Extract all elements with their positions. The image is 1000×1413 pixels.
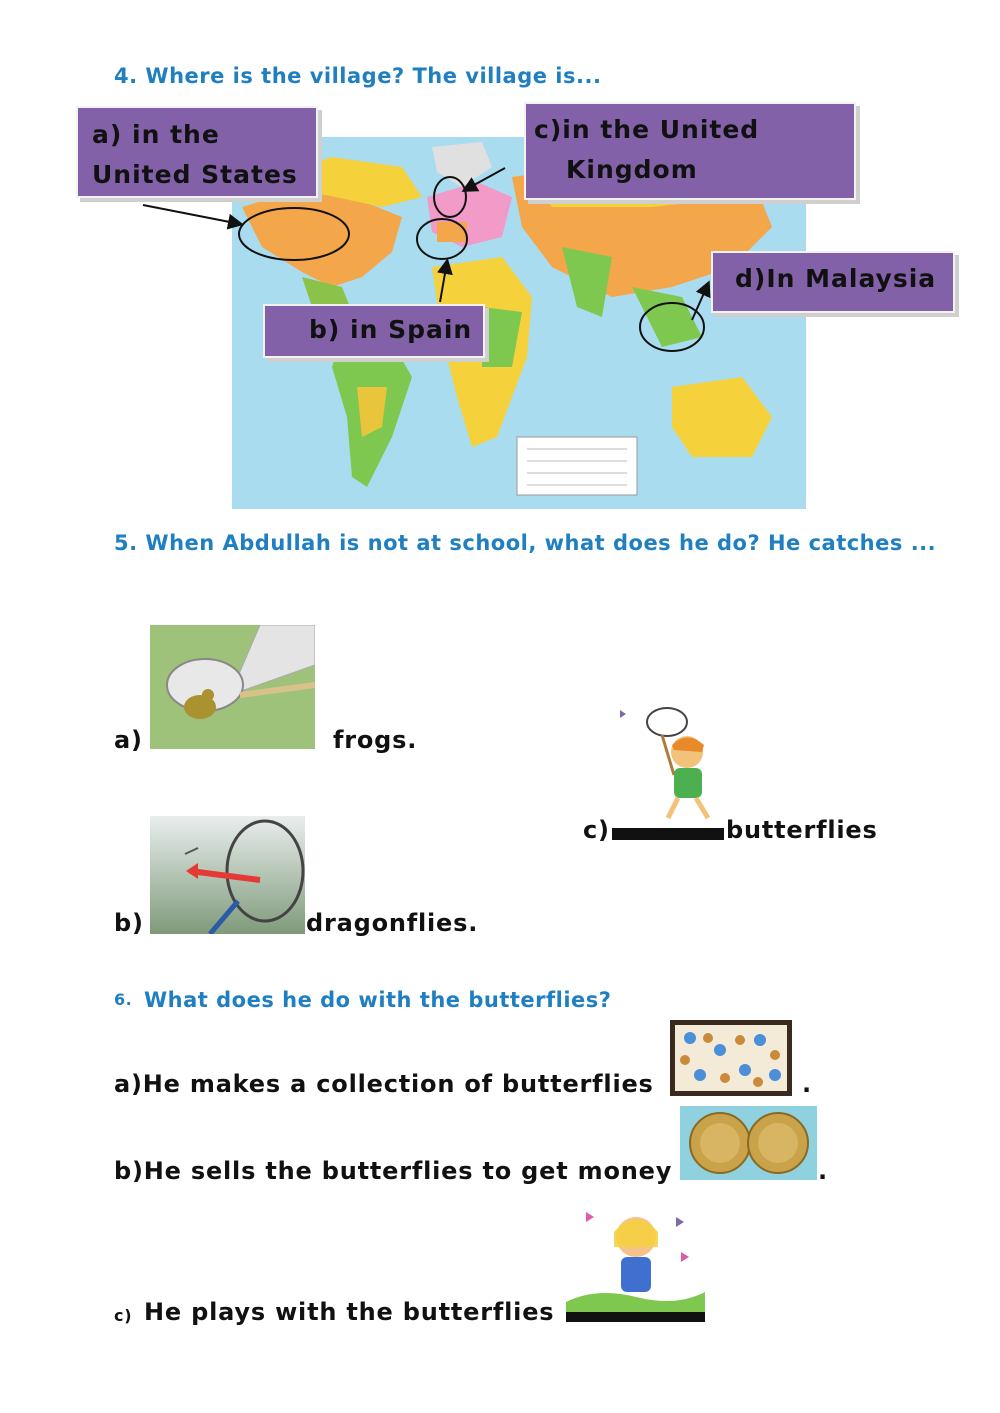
- option-a-line2: United States: [92, 160, 298, 189]
- option-c-united-kingdom[interactable]: [524, 102, 856, 200]
- frog-net-image[interactable]: [150, 625, 315, 749]
- option-c-line2: Kingdom: [566, 155, 698, 184]
- option-b-label: b): [114, 909, 144, 937]
- option-d-text: d)In Malaysia: [735, 264, 937, 293]
- boy-butterfly-net-image[interactable]: [612, 700, 724, 840]
- option-a-united-states[interactable]: [76, 106, 318, 198]
- q6-option-c-label: c): [114, 1306, 133, 1325]
- option-a-label: a): [114, 726, 143, 754]
- coins-image[interactable]: [680, 1106, 817, 1180]
- option-b-text: b) in Spain: [309, 315, 473, 344]
- question-6-number: 6.: [114, 990, 133, 1009]
- question-6-title: What does he do with the butterflies?: [144, 988, 612, 1012]
- option-d-malaysia[interactable]: [711, 251, 955, 313]
- option-b-spain[interactable]: [263, 304, 485, 358]
- kid-playing-butterflies-image[interactable]: [566, 1192, 705, 1322]
- q6-option-b-end: .: [818, 1157, 828, 1185]
- option-c-line1: c)in the United: [534, 115, 760, 144]
- q6-option-a-text: a)He makes a collection of butterflies: [114, 1070, 654, 1098]
- option-a-text: frogs.: [333, 726, 418, 754]
- dragonfly-net-image[interactable]: [150, 816, 305, 934]
- option-a-line1: a) in the: [92, 120, 220, 149]
- question-5-title: 5. When Abdullah is not at school, what does he do? He catches ...: [114, 531, 937, 555]
- option-b-text: dragonflies.: [306, 909, 479, 937]
- option-c-text: butterflies: [726, 816, 878, 844]
- q6-option-a-end: .: [802, 1070, 812, 1098]
- option-c-label: c): [583, 816, 610, 844]
- question-4-title: 4. Where is the village? The village is...: [114, 64, 602, 88]
- q6-option-c-text: He plays with the butterflies: [144, 1298, 555, 1326]
- q6-option-b-text: b)He sells the butterflies to get money: [114, 1157, 673, 1185]
- butterfly-collection-image[interactable]: [670, 1020, 792, 1096]
